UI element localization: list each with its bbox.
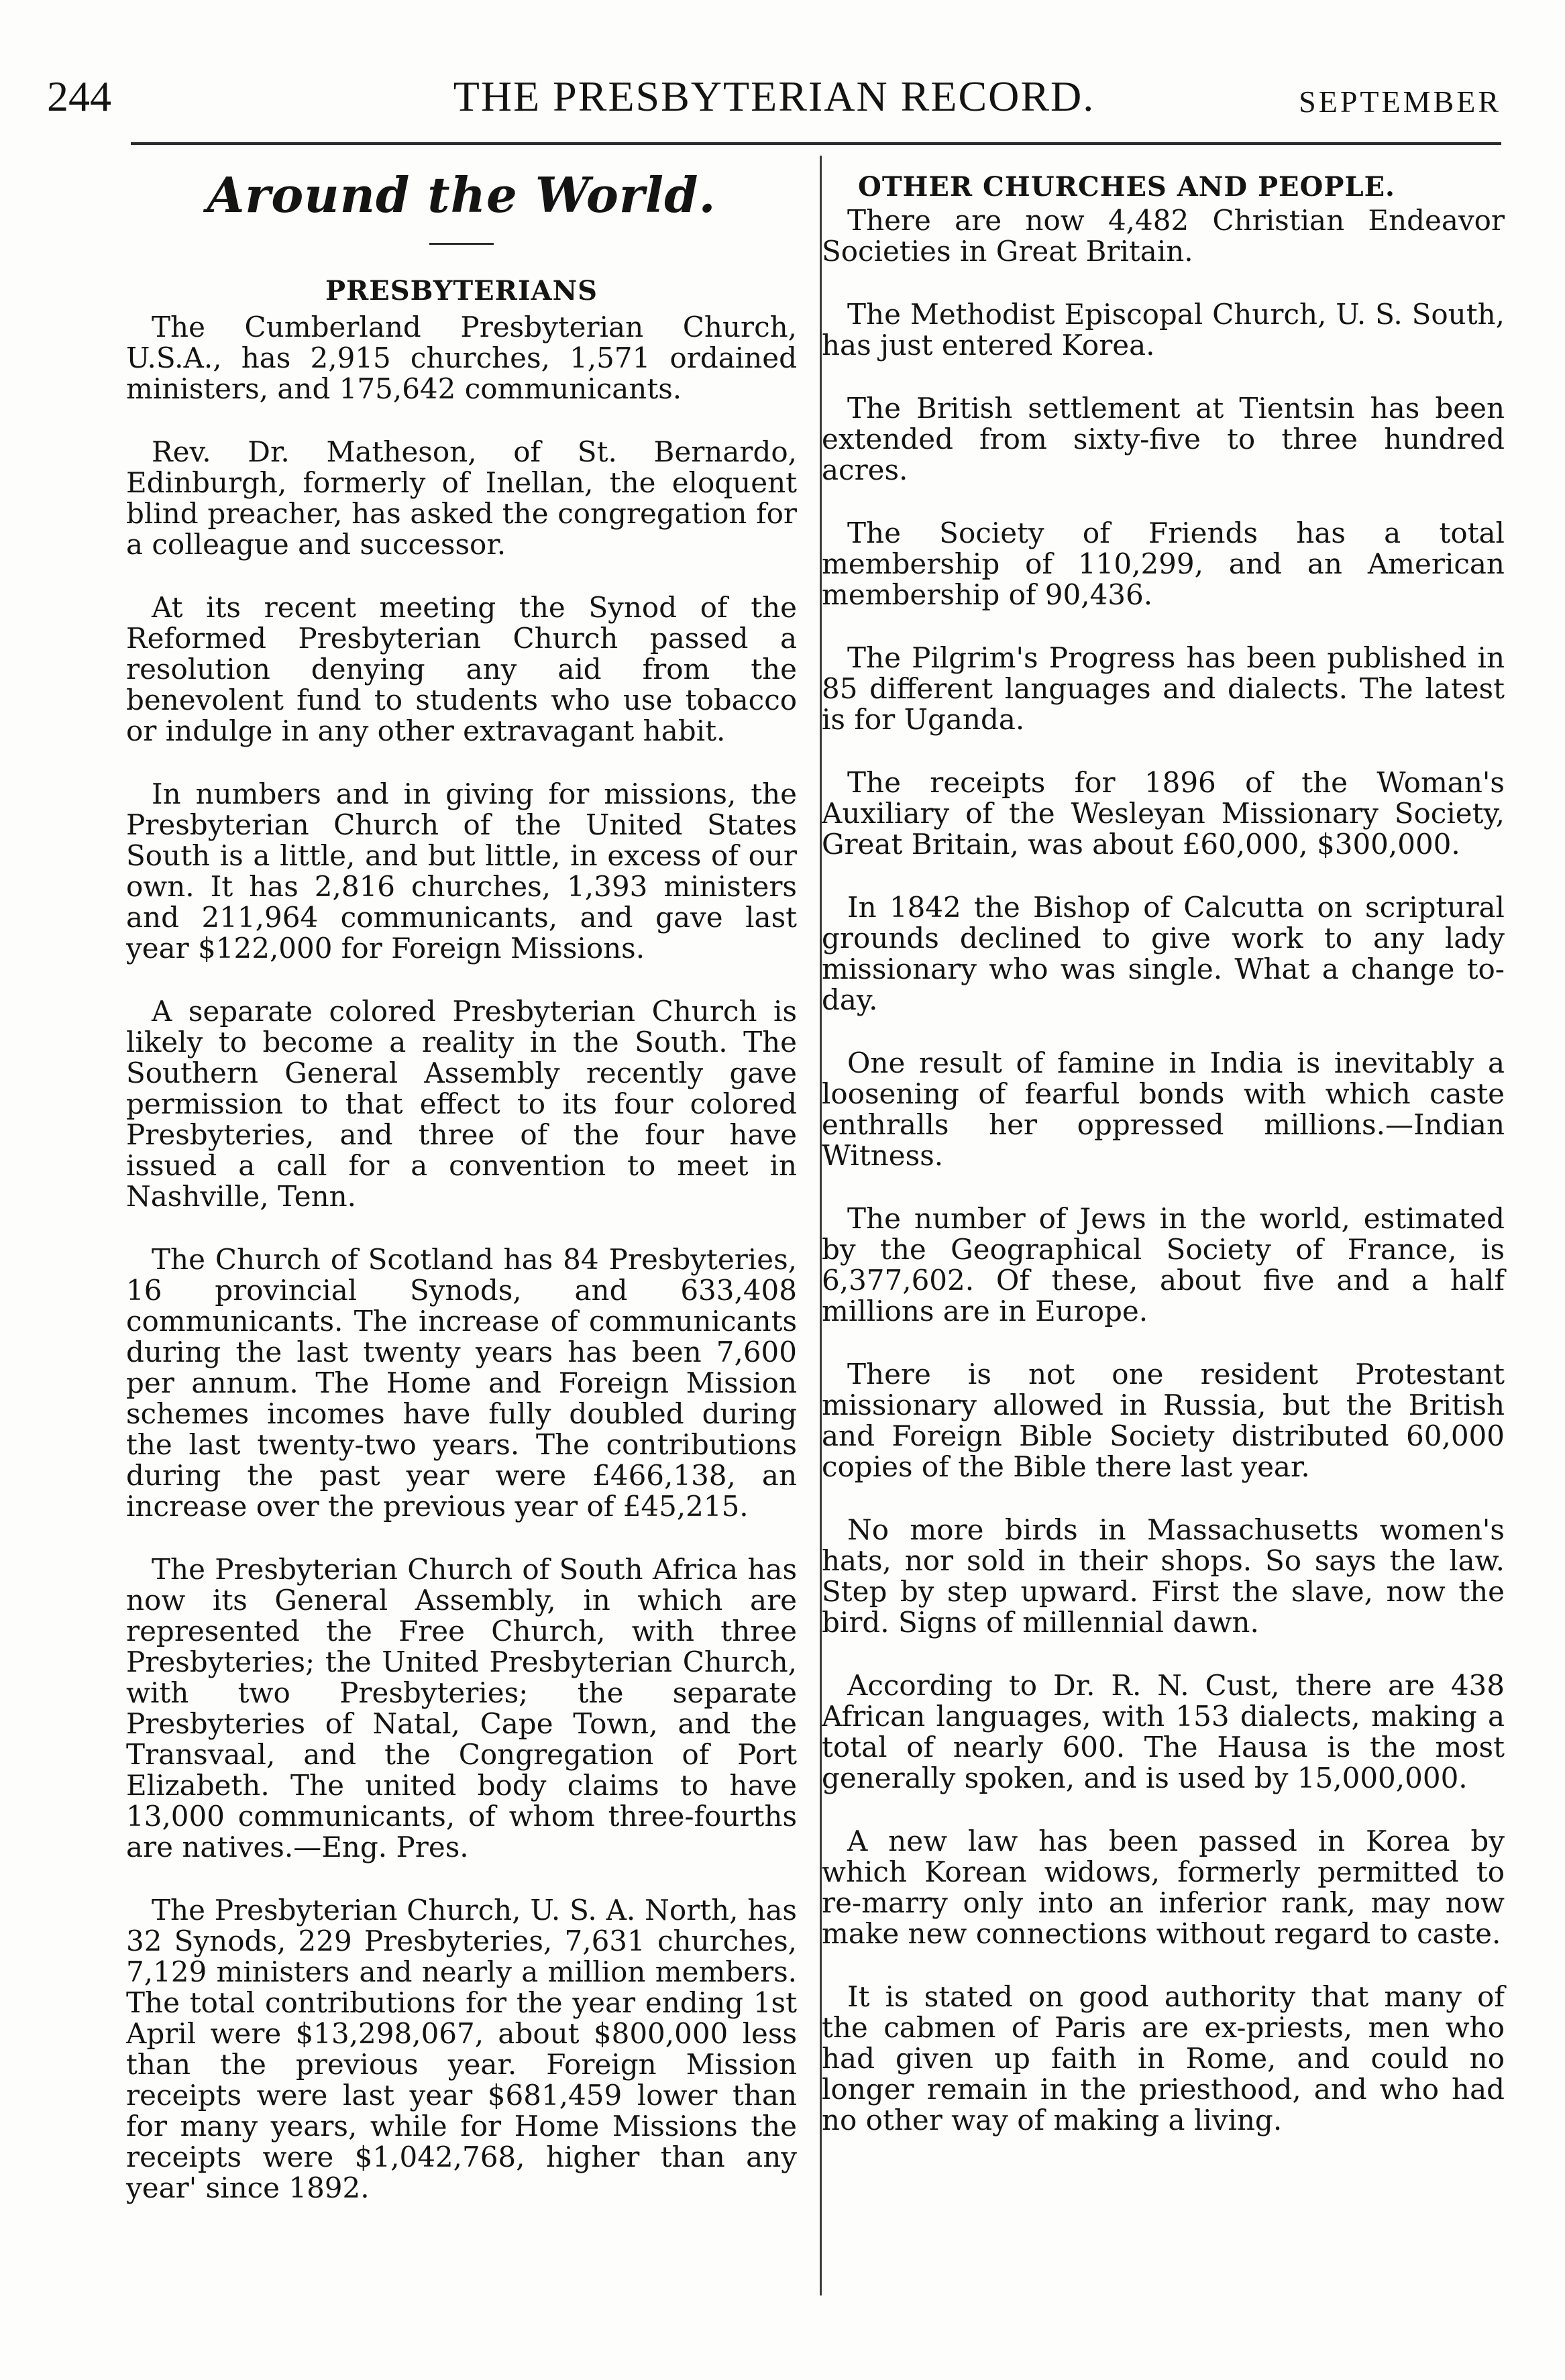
right-column	[822, 160, 1505, 2168]
article-paragraph: At its recent meeting the Synod of the Reformed Presbyterian Church passed a resolution denying any aid from the benevolent fund to students who use tobacco or indulge in any other extravagant habit.	[126, 591, 797, 747]
article-paragraph: In numbers and in giving for missions, the Presbyterian Church of the United States South is a little, and but little, in excess of our own. It has 2,816 churches, 1,393 ministers and 211,964 communicants, and gave last year $122,000 for Foreign Missions.	[126, 777, 797, 965]
article-paragraph: There is not one resident Protestant missionary allowed in Russia, but the British and Foreign Bible Society distributed 60,000 copies of the Bible there last year.	[822, 1358, 1505, 1483]
article-paragraph: The British settlement at Tientsin has been extended from sixty-five to three hundred acres.	[822, 392, 1505, 486]
heading-rule	[429, 243, 494, 245]
header-rule	[131, 142, 1501, 145]
article-paragraph: The Methodist Episcopal Church, U. S. South, has just entered Korea.	[822, 298, 1505, 362]
article-paragraph: The receipts for 1896 of the Woman's Auxiliary of the Wesleyan Missionary Society, Great Britain, was about £60,000, $300,000.	[822, 766, 1505, 861]
page-number: 244	[47, 72, 111, 120]
article-paragraph: There are now 4,482 Christian Endeavor Societies in Great Britain.	[822, 204, 1505, 268]
article-paragraph: No more birds in Massachusetts women's hats, nor sold in their shops. So says the law. Step by step upward. First the slave, now the bird. Signs of millennial dawn.	[822, 1513, 1505, 1639]
publication-title: THE PRESBYTERIAN RECORD.	[453, 72, 1095, 120]
article-paragraph: According to Dr. R. N. Cust, there are 438 African languages, with 153 dialects, making a total of nearly 600. The Hausa is the most generally spoken, and is used by 15,000,000.	[822, 1669, 1505, 1794]
issue-month: SEPTEMBER	[1299, 85, 1501, 119]
article-paragraph: A new law has been passed in Korea by which Korean widows, formerly permitted to re-marry only into an inferior rank, may now make new connections without regard to caste.	[822, 1825, 1505, 1950]
section-heading-other-churches: OTHER CHURCHES AND PEOPLE.	[858, 171, 1395, 203]
article-paragraph: It is stated on good authority that many of the cabmen of Paris are ex-priests, men who had given up faith in Rome, and could no longer remain in the priesthood, and who had no other way of making a living.	[822, 1980, 1505, 2136]
article-paragraph: One result of famine in India is inevitably a loosening of fearful bonds with which caste enthralls her oppressed millions.—Indian Witness.	[822, 1046, 1505, 1172]
article-paragraph: The number of Jews in the world, estimated by the Geographical Society of France, is 6,377,602. Of these, about five and a half millions are in Europe.	[822, 1202, 1505, 1328]
department-heading: Around the World.	[207, 166, 716, 223]
article-paragraph: In 1842 the Bishop of Calcutta on scriptural grounds declined to give work to any lady missionary who was single. What a change to-day.	[822, 891, 1505, 1016]
left-column	[126, 160, 797, 2236]
article-paragraph: The Pilgrim's Progress has been published in 85 different languages and dialects. The latest is for Uganda.	[822, 641, 1505, 736]
article-paragraph: The Church of Scotland has 84 Presbyteries, 16 provincial Synods, and 633,408 communicants. The increase of communicants during the last twenty years has been 7,600 per annum. The Home and Foreign Mission schemes incomes have fully doubled during the last twenty-two years. The contributions during the past year were £466,138, an increase over the previous year of £45,215.	[126, 1243, 797, 1523]
article-paragraph: The Society of Friends has a total membership of 110,299, and an American membership of 90,436.	[822, 517, 1505, 611]
article-paragraph: The Presbyterian Church of South Africa has now its General Assembly, in which are represented the Free Church, with three Presbyteries; the United Presbyterian Church, with two Presbyteries; the separate Presbyteries of Natal, Cape Town, and the Transvaal, and the Congregation of Port Elizabeth. The united body claims to have 13,000 communicants, of whom three-fourths are natives.—Eng. Pres.	[126, 1553, 797, 1863]
article-paragraph: A separate colored Presbyterian Church is likely to become a reality in the South. The Southern General Assembly recently gave permission to that effect to its four colored Presbyteries, and three of the four have issued a call for a convention to meet in Nashville, Tenn.	[126, 995, 797, 1213]
article-paragraph: The Cumberland Presbyterian Church, U.S.A., has 2,915 churches, 1,571 ordained ministers, and 175,642 communicants.	[126, 311, 797, 405]
article-paragraph: Rev. Dr. Matheson, of St. Bernardo, Edinburgh, formerly of Inellan, the eloquent blind preacher, has asked the congregation for a colleague and successor.	[126, 435, 797, 561]
article-paragraph: The Presbyterian Church, U. S. A. North, has 32 Synods, 229 Presbyteries, 7,631 churches, 7,129 ministers and nearly a million members. The total contributions for the year ending 1st April were $13,298,067, about $800,000 less than the previous year. Foreign Mission receipts were last year $681,459 lower than for many years, while for Home Missions the receipts were $1,042,768, higher than any year' since 1892.	[126, 1894, 797, 2204]
section-heading-presbyterians: PRESBYTERIANS	[325, 275, 598, 307]
running-header	[47, 64, 1501, 144]
